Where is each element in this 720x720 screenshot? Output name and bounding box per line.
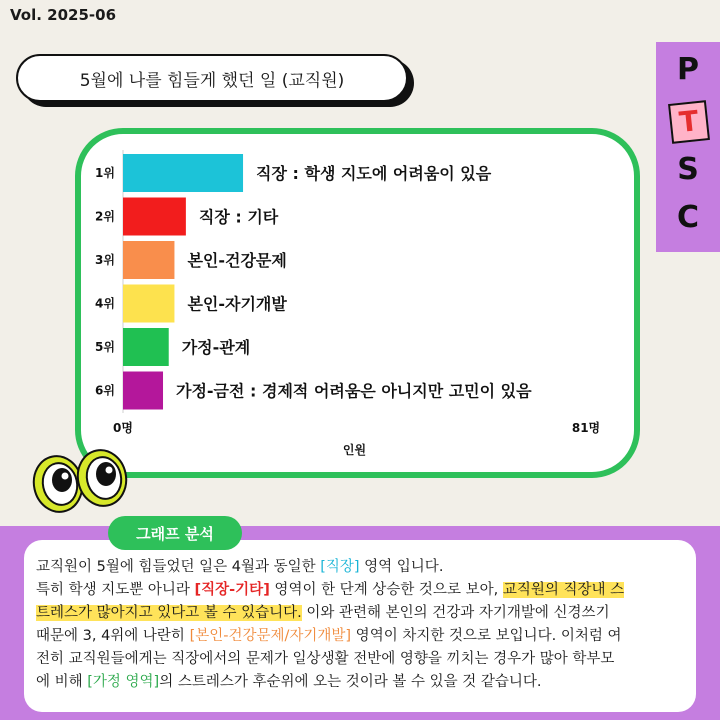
analysis-highlight: 교직원의 직장내 스 [502,582,625,598]
bar-4 [123,285,174,323]
analysis-segment: 이와 관련해 본인의 건강과 자기개발에 신경쓰기 [301,605,610,621]
analysis-line [36,671,686,694]
category-label-5: 가정-관계 [181,338,251,357]
analysis-line [36,602,686,625]
rank-label-4: 4위 [95,296,115,311]
bar-chart [81,134,634,472]
category-label-2: 직장 : 기타 [198,207,279,227]
analysis-segment: 교직원이 5월에 힘들었던 일은 4월과 동일한 [36,559,321,575]
brand-letter-t: T [677,104,701,139]
analysis-highlight: [본인-건강문제/자기개발] [189,628,352,644]
eyes-illustration-icon [32,446,132,516]
brand-letter-t-box [668,100,710,144]
analysis-line [36,556,686,579]
analysis-segment: 영역이 차지한 것으로 보입니다. 이처럼 여 [351,628,622,644]
analysis-line [36,625,686,648]
x-tick-label-max: 81명 [571,421,601,435]
category-label-6: 가정-금전 : 경제적 어려움은 아니지만 고민이 있음 [176,381,532,401]
bar-6 [123,372,163,410]
analysis-highlight: [가정 영역] [87,674,160,690]
analysis-segment: 때문에 3, 4위에 나란히 [36,628,190,644]
bar-3 [123,241,174,279]
brand-letter-c: C [676,200,700,235]
analysis-highlight: 트레스가 많아지고 있다고 볼 수 있습니다. [36,605,302,621]
analysis-segment: 의 스트레스가 후순위에 오는 것이라 볼 수 있을 것 같습니다. [159,674,542,690]
rank-label-2: 2위 [95,209,115,224]
analysis-line [36,579,686,602]
analysis-highlight: [직장-기타] [194,582,270,598]
category-label-4: 본인-자기개발 [187,294,287,314]
analysis-segment: 영역이 한 단계 상승한 것으로 보아, [269,582,503,598]
analysis-text [36,556,686,694]
chart-card [75,128,640,478]
rank-label-1: 1위 [95,166,115,180]
page-title: 5월에 나를 힘들게 했던 일 (교직원) [16,54,408,102]
volume-label: Vol. 2025-06 [10,6,117,24]
category-label-1: 직장 : 학생 지도에 어려움이 있음 [256,164,492,183]
x-tick-label-min: 0명 [113,421,133,435]
brand-letter-p: P [677,52,699,87]
analysis-tag: 그래프 분석 [108,516,242,550]
rank-label-3: 3위 [95,253,115,267]
analysis-segment: 영역 입니다. [359,559,444,575]
bar-5 [123,328,169,366]
brand-letter-s: S [677,152,699,187]
rank-label-5: 5위 [95,340,115,354]
analysis-highlight: [직장] [320,559,360,575]
bar-1 [123,154,243,192]
bar-2 [123,198,186,236]
x-axis-label: 인원 [342,443,367,457]
analysis-segment: 에 비해 [36,674,88,690]
analysis-segment: 특히 학생 지도뿐 아니라 [36,582,195,598]
analysis-segment: 전히 교직원들에게는 직장에서의 문제가 일상생활 전반에 영향을 끼치는 경우가 많아 학부모 [36,651,615,667]
rank-label-6: 6위 [95,383,115,398]
analysis-line [36,648,686,671]
brand-panel [656,42,720,252]
category-label-3: 본인-건강문제 [187,251,287,270]
